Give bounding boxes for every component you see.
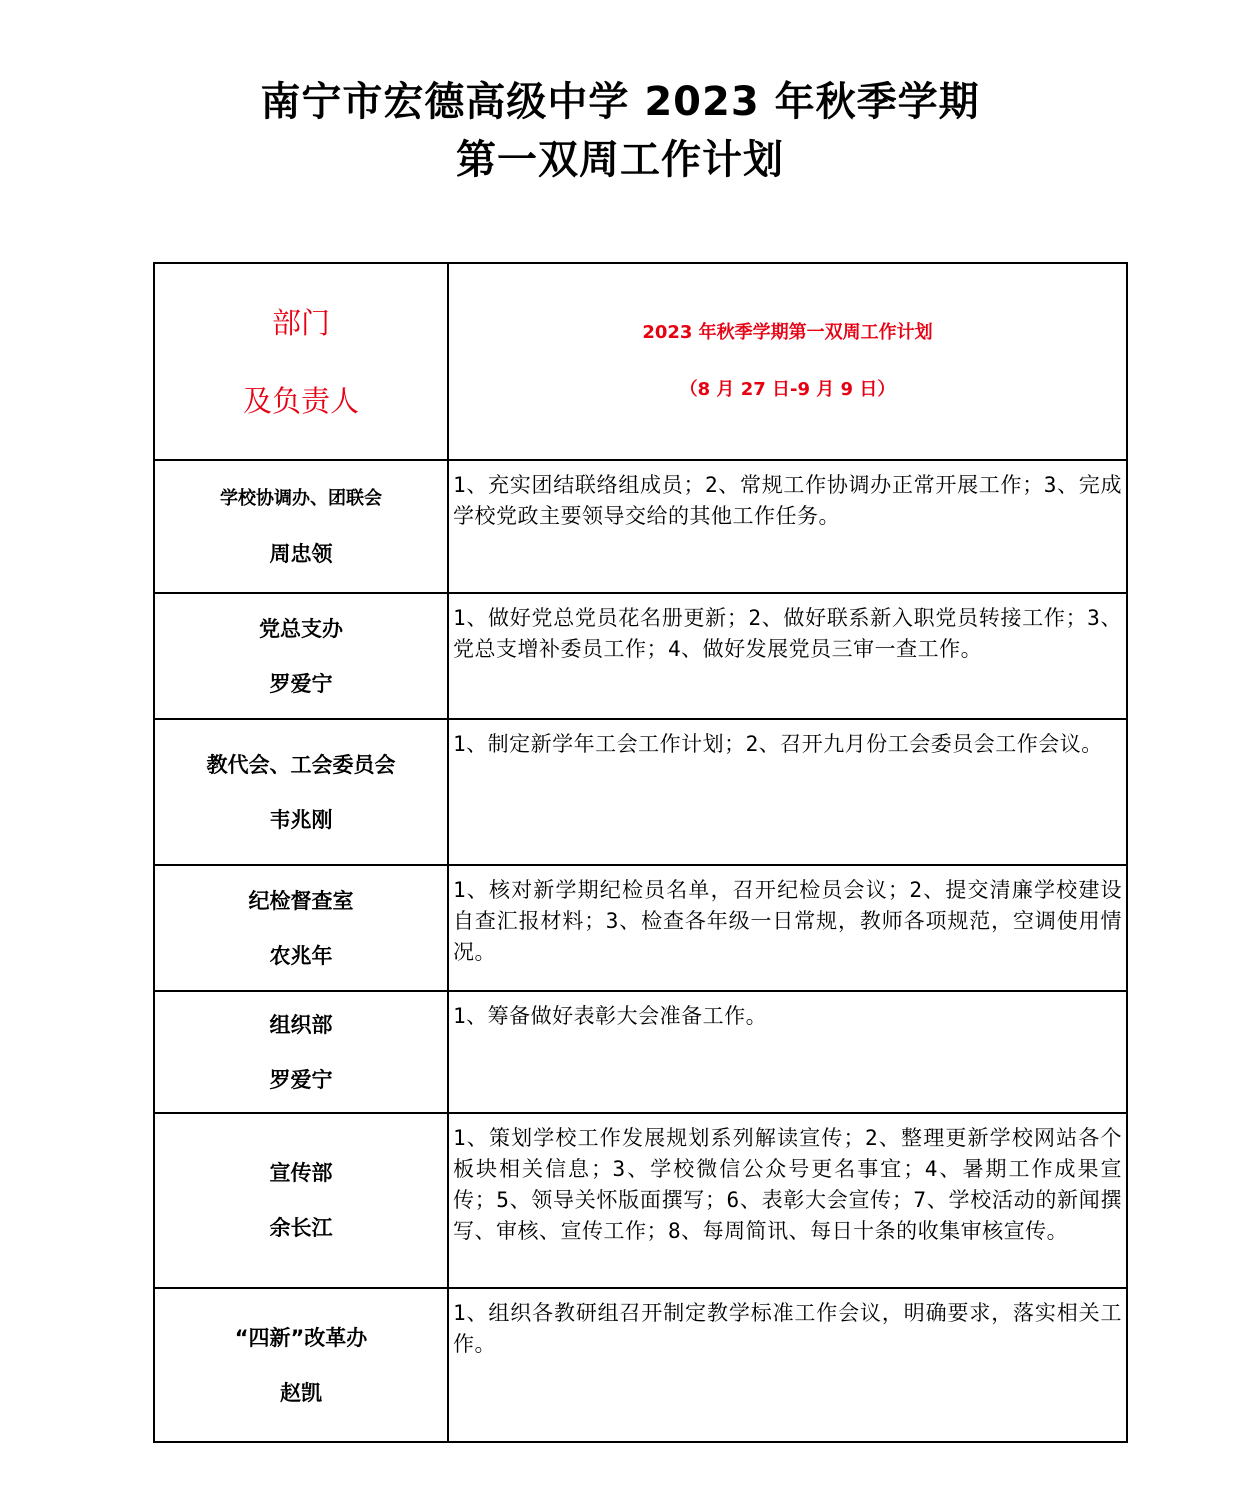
dept-name: 纪检督查室 [248,888,354,913]
document-title-line1: 南宁市宏德高级中学 2023 年秋季学期 [260,79,980,125]
header-plan-cell [448,263,1127,460]
task-cell: 1、充实团结联络组成员；2、常规工作协调办正常开展工作；3、完成学校党政主要领导交给的其他工作任务。 [448,460,1127,593]
dept-cell [154,991,448,1113]
table-row [154,991,1127,1113]
task-cell: 1、组织各教研组召开制定教学标准工作会议，明确要求，落实相关工作。 [448,1288,1127,1442]
work-plan-table [153,262,1128,1443]
table-row [154,1288,1127,1442]
dept-cell [154,593,448,719]
header-dept-label: 部门 [271,305,330,340]
dept-person: 余长江 [269,1216,333,1240]
dept-name: 宣传部 [269,1161,333,1185]
dept-cell [154,719,448,865]
dept-cell [154,1288,448,1442]
task-cell: 1、筹备做好表彰大会准备工作。 [448,991,1127,1113]
header-responsible-label: 及负责人 [242,383,359,418]
dept-name: 组织部 [269,1012,333,1037]
dept-cell [154,460,448,593]
table-row [154,593,1127,719]
document-title-line2: 第一双周工作计划 [456,137,784,183]
header-dept-cell [154,263,448,460]
dept-person: 周忠领 [269,542,333,566]
table-row [154,1113,1127,1288]
dept-person: 罗爱宁 [269,1067,333,1092]
task-cell: 1、制定新学年工会工作计划；2、召开九月份工会委员会工作会议。 [448,719,1127,865]
header-plan-title: 2023 年秋季学期第一双周工作计划 [642,322,933,343]
task-cell: 1、策划学校工作发展规划系列解读宣传；2、整理更新学校网站各个板块相关信息；3、学校微信公众号更名事宜；4、暑期工作成果宣传；5、领导关怀版面撰写；6、表彰大会宣传；7、学校活动的新闻撰写、审核、宣传工作；8、每周简讯、每日十条的收集审核宣传。 [448,1113,1127,1288]
table-row [154,865,1127,991]
table-row [154,460,1127,593]
dept-name: 党总支办 [259,616,343,641]
task-cell: 1、做好党总党员花名册更新；2、做好联系新入职党员转接工作；3、党总支增补委员工作；4、做好发展党员三审一查工作。 [448,593,1127,719]
dept-name: 教代会、工会委员会 [206,752,396,777]
dept-name: “四新”改革办 [234,1325,368,1350]
dept-person: 罗爱宁 [269,671,333,696]
dept-cell [154,1113,448,1288]
header-plan-dates: （8 月 27 日-9 月 9 日） [679,379,896,400]
dept-person: 农兆年 [269,943,333,968]
dept-cell [154,865,448,991]
task-cell: 1、核对新学期纪检员名单，召开纪检员会议；2、提交清廉学校建设自查汇报材料；3、检查各年级一日常规，教师各项规范，空调使用情况。 [448,865,1127,991]
dept-name: 学校协调办、团联会 [220,488,382,509]
table-row [154,719,1127,865]
dept-person: 韦兆刚 [269,807,333,832]
dept-person: 赵凯 [280,1380,322,1405]
table-header-row [154,263,1127,460]
